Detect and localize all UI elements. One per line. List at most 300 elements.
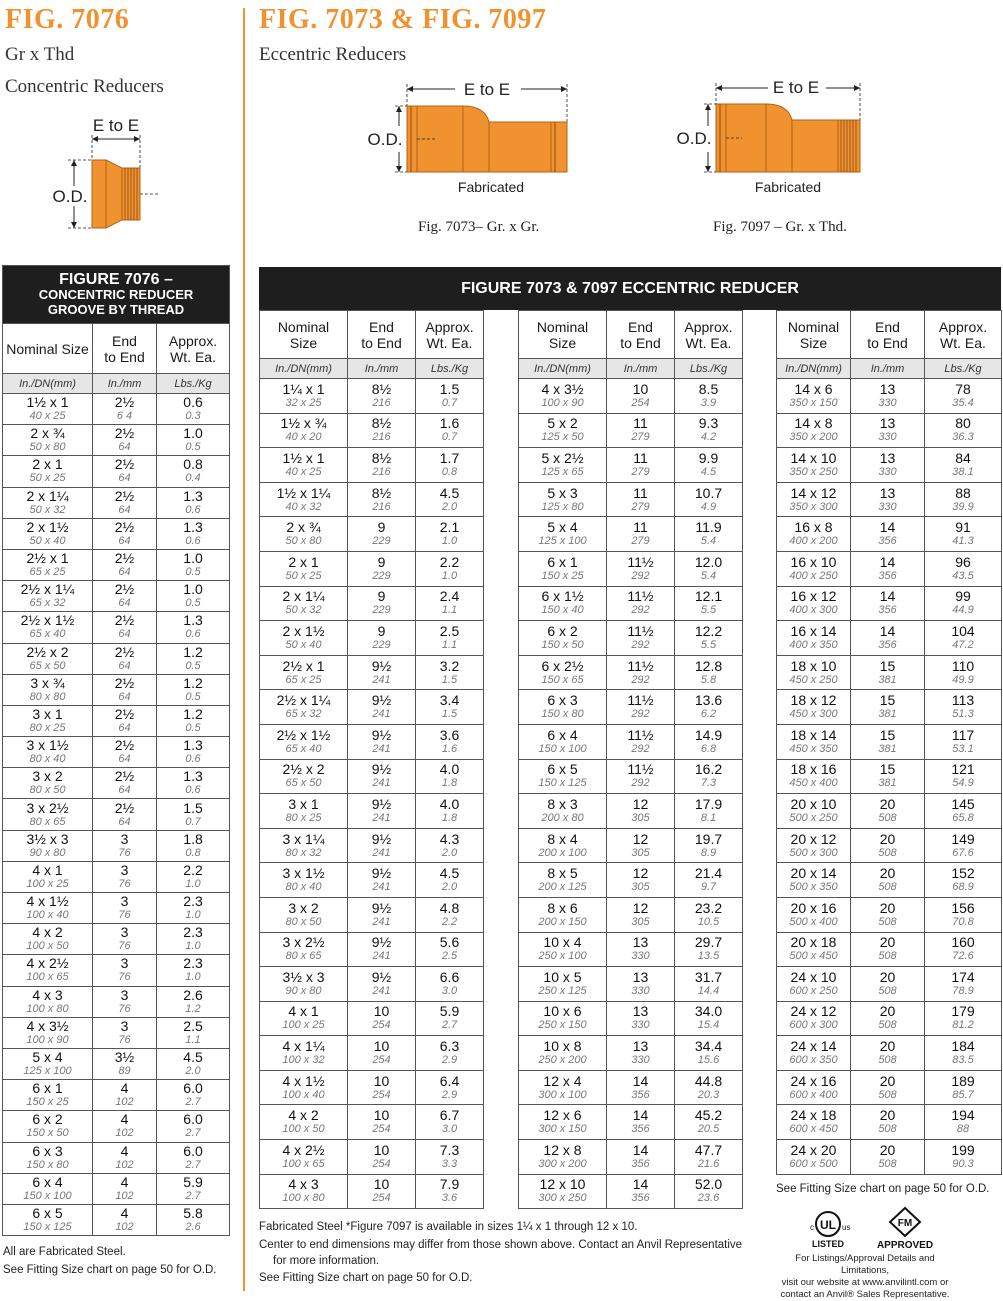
nominal-size-cell-metric: 450 x 250 [789,673,838,686]
end-to-end-cell [348,690,416,725]
weight-cell-metric: 2.7 [185,1127,201,1140]
end-to-end-cell-primary: 2½ [114,425,135,442]
nominal-size-cell [519,482,607,517]
nominal-size-cell [519,932,607,967]
right-note-fitting-chart: See Fitting Size chart on page 50 for O.D. [776,1183,990,1195]
table-row [519,551,743,586]
weight-cell [675,517,743,552]
nominal-size-cell-primary: 3 x 1 [32,705,63,722]
fm-mark: FM [897,1218,913,1229]
nominal-size-cell [777,1105,851,1140]
weight-cell-primary: 160 [951,934,975,951]
nominal-size-cell [260,863,348,898]
nominal-size-cell-metric: 200 x 100 [538,846,587,859]
table-row [3,674,230,705]
nominal-size-cell-metric: 80 x 50 [285,915,322,928]
weight-cell-metric: 2.7 [185,1189,201,1202]
weight-cell [416,897,484,932]
weight-cell [925,1140,1002,1175]
table-row [260,1036,484,1071]
end-to-end-cell-primary: 20 [879,795,896,812]
weight-cell-primary: 1.2 [183,674,203,691]
nominal-size-cell [260,517,348,552]
nominal-size-cell [260,1105,348,1140]
end-to-end-cell-primary: 8½ [371,484,392,501]
end-to-end-cell-metric: 64 [118,753,131,766]
weight-cell-metric: 0.5 [185,721,201,734]
nominal-size-cell-metric: 450 x 300 [789,708,838,721]
table-row [3,924,230,955]
weight-cell-metric: 1.1 [185,1033,201,1046]
end-to-end-cell-primary: 14 [632,1176,649,1193]
end-to-end-cell-primary: 10 [373,1072,390,1089]
end-to-end-cell-primary: 3½ [114,1049,135,1066]
end-to-end-cell-metric: 229 [372,535,391,548]
weight-cell-metric: 0.7 [185,815,201,828]
end-to-end-cell-primary: 20 [879,899,896,916]
weight-cell [675,1036,743,1071]
end-to-end-cell [851,759,925,794]
weight-cell [416,482,484,517]
end-to-end-cell [93,674,157,705]
end-to-end-cell [607,448,675,483]
table-row [260,724,484,759]
weight-cell-metric: 2.0 [441,500,458,513]
col-size-line-2: Size [799,334,828,351]
end-to-end-cell-metric: 6 4 [116,410,133,423]
weight-cell-metric: 0.6 [185,534,201,547]
end-to-end-cell-primary: 4 [120,1204,129,1221]
end-to-end-cell-primary: 4 [120,1173,129,1190]
weight-cell-metric: 5.5 [700,604,717,617]
nominal-size-cell [3,1080,93,1111]
end-to-end-cell [607,967,675,1002]
nominal-size-cell-metric: 250 x 125 [538,984,587,997]
table-row [3,394,230,425]
nominal-size-cell-primary: 2½ x 2 [282,761,325,778]
end-to-end-cell-primary: 4 [120,1080,129,1097]
table-row [519,967,743,1002]
nominal-size-cell-primary: 1½ x 1 [26,394,69,411]
table-row [777,1105,1002,1140]
table-row [3,1080,230,1111]
end-to-end-cell-metric: 241 [372,984,391,997]
nominal-size-cell-metric: 100 x 32 [282,1054,325,1067]
weight-cell-primary: 2.5 [183,1017,203,1034]
nominal-size-cell-metric: 150 x 25 [26,1096,69,1109]
weight-cell [675,897,743,932]
col-size-line-1: Nominal [787,318,840,335]
fig-7076-subtitle-type: Gr x Thd [5,44,75,65]
end-to-end-cell-metric: 330 [631,984,650,997]
weight-cell-metric: 54.9 [952,777,974,790]
unit-size: In./DN(mm) [260,359,348,379]
nominal-size-cell-primary: 18 x 14 [790,726,837,743]
nominal-size-cell-primary: 3 x 2½ [26,799,69,816]
weight-cell-metric: 0.5 [185,690,201,703]
weight-cell-primary: 3.2 [439,657,460,674]
weight-cell-metric: 23.6 [697,1192,720,1205]
end-to-end-cell [93,425,157,456]
nominal-size-cell-metric: 80 x 25 [29,721,66,734]
footnote-fitting-chart: See Fitting Size chart on page 50 for O.D. [259,1272,473,1284]
nominal-size-cell [3,394,93,425]
weight-cell-metric: 2.0 [441,881,458,894]
weight-cell [157,487,230,518]
table-row [260,1174,484,1209]
nominal-size-cell-primary: 4 x 2½ [26,955,69,972]
table-row [777,517,1002,552]
end-to-end-cell [348,1105,416,1140]
nominal-size-cell [3,674,93,705]
table-row [260,551,484,586]
nominal-size-cell-primary: 12 x 8 [543,1141,582,1158]
end-to-end-cell-primary: 9 [377,588,386,605]
end-to-end-cell [93,1173,157,1204]
table-row [3,1204,230,1235]
table-row [260,379,484,414]
weight-cell-primary: 44.8 [694,1072,723,1089]
nominal-size-cell-metric: 600 x 250 [789,984,838,997]
end-to-end-cell-primary: 12 [632,830,649,847]
nominal-size-cell-metric: 32 x 25 [285,396,322,409]
table-row [3,1173,230,1204]
nominal-size-cell [777,1001,851,1036]
nominal-size-cell [519,379,607,414]
end-to-end-cell-primary: 9½ [371,968,392,985]
end-to-end-cell [93,955,157,986]
end-to-end-cell-primary: 9 [377,553,386,570]
end-to-end-cell-primary: 9½ [371,657,392,674]
weight-cell-metric: 47.2 [952,638,974,651]
weight-cell [157,674,230,705]
weight-cell [675,794,743,829]
nominal-size-cell [3,955,93,986]
weight-cell [675,828,743,863]
weight-cell-metric: 49.9 [952,673,974,686]
end-to-end-cell-metric: 64 [118,566,131,579]
end-to-end-cell-primary: 3 [120,924,129,941]
end-to-end-cell-primary: 2½ [114,550,135,567]
nominal-size-cell [519,828,607,863]
col-nominal-size [777,311,851,359]
end-to-end-cell-metric: 279 [631,431,650,444]
end-to-end-cell-primary: 14 [632,1107,649,1124]
weight-cell-metric: 39.9 [952,500,974,513]
end-to-end-cell-metric: 254 [372,1088,391,1101]
table-row [260,517,484,552]
end-to-end-cell-metric: 292 [631,604,650,617]
weight-cell [416,863,484,898]
nominal-size-cell [777,724,851,759]
end-to-end-cell-metric: 64 [118,784,131,797]
end-to-end-cell-metric: 216 [372,500,391,513]
nominal-size-cell-metric: 150 x 50 [26,1127,69,1140]
end-to-end-cell [348,551,416,586]
weight-cell-metric: 9.7 [700,881,717,894]
end-to-end-cell-primary: 14 [879,588,896,605]
nominal-size-cell [3,1111,93,1142]
nominal-size-cell-primary: 16 x 8 [794,519,833,536]
end-to-end-cell [93,1048,157,1079]
nominal-size-cell-primary: 3 x 2 [288,899,319,916]
nominal-size-cell-metric: 150 x 40 [541,604,584,617]
weight-cell-primary: 12.8 [694,657,723,674]
nominal-size-cell-metric: 350 x 250 [789,465,838,478]
weight-cell-metric: 5.4 [700,535,717,548]
nominal-size-cell-primary: 6 x 5 [547,761,578,778]
end-to-end-cell-primary: 9 [377,622,386,639]
table-row [777,759,1002,794]
weight-cell-metric: 41.3 [952,535,974,548]
nominal-size-cell-primary: 20 x 18 [790,934,837,951]
nominal-size-cell [3,861,93,892]
end-to-end-cell-metric: 508 [878,950,897,963]
nominal-size-cell [519,759,607,794]
nominal-size-cell [777,863,851,898]
weight-cell-metric: 88 [956,1123,970,1136]
nominal-size-cell [519,413,607,448]
end-to-end-cell-primary: 13 [632,1003,649,1020]
table-row [260,413,484,448]
table-row [519,1140,743,1175]
end-to-end-cell-primary: 11 [633,484,648,501]
weight-cell-metric: 68.9 [952,881,974,894]
end-to-end-cell-metric: 330 [631,950,650,963]
weight-cell-metric: 6.2 [700,708,717,721]
weight-cell-primary: 2.2 [183,861,203,878]
left-note-fabricated: All are Fabricated Steel. [3,1246,126,1258]
nominal-size-cell [519,551,607,586]
weight-cell-metric: 83.5 [952,1054,974,1067]
nominal-size-cell [3,1204,93,1235]
nominal-size-cell-primary: 8 x 3 [547,795,578,812]
end-to-end-cell [93,643,157,674]
nominal-size-cell [519,448,607,483]
nominal-size-cell-metric: 80 x 50 [29,784,66,797]
col-end-to-end [851,311,925,359]
weight-cell [925,517,1002,552]
weight-cell-primary: 99 [955,588,971,605]
end-to-end-cell-metric: 241 [372,673,391,686]
nominal-size-cell [3,549,93,580]
nominal-size-cell [519,690,607,725]
unit-length: In./mm [851,359,925,379]
weight-cell [157,581,230,612]
end-to-end-cell-metric: 508 [878,1157,897,1170]
weight-cell-metric: 0.7 [441,431,458,444]
weight-cell [416,655,484,690]
nominal-size-cell-metric: 100 x 65 [26,971,69,984]
weight-cell [925,967,1002,1002]
fig-7076-subtitle-name: Concentric Reducers [5,76,164,97]
nominal-size-cell-metric: 300 x 150 [538,1123,587,1136]
nominal-size-cell-metric: 125 x 80 [541,500,584,513]
weight-cell-metric: 20.3 [697,1088,720,1101]
end-to-end-cell-metric: 330 [631,1054,650,1067]
nominal-size-cell-metric: 150 x 100 [538,742,587,755]
end-to-end-cell-metric: 76 [118,877,131,890]
weight-cell [157,394,230,425]
end-to-end-cell [851,655,925,690]
nominal-size-cell-primary: 2 x 1½ [282,622,325,639]
weight-cell [925,724,1002,759]
end-to-end-cell-metric: 330 [878,500,897,513]
title-line-3: GROOVE BY THREAD [47,302,185,317]
end-to-end-cell-metric: 64 [118,503,131,516]
table-row [777,379,1002,414]
end-to-end-cell [348,897,416,932]
end-to-end-cell-primary: 2½ [114,768,135,785]
end-to-end-cell [348,413,416,448]
nominal-size-cell-metric: 65 x 32 [285,708,322,721]
nominal-size-cell-metric: 350 x 150 [789,396,838,409]
weight-cell [675,967,743,1002]
weight-cell-metric: 43.5 [952,569,974,582]
end-to-end-cell [851,724,925,759]
weight-cell-primary: 149 [951,830,975,847]
col-size-line-1: Nominal [277,318,330,335]
end-to-end-cell-metric: 305 [631,811,650,824]
end-to-end-cell-primary: 11½ [627,657,654,674]
weight-cell-metric: 0.5 [185,566,201,579]
weight-cell-primary: 174 [951,968,975,985]
end-to-end-cell-metric: 508 [878,1054,897,1067]
title-line-2: CONCENTRIC REDUCER [38,287,194,302]
nominal-size-cell-primary: 4 x 2½ [282,1141,325,1158]
end-to-end-cell-metric: 381 [878,673,897,686]
weight-cell [416,932,484,967]
weight-cell [416,517,484,552]
end-to-end-cell-metric: 102 [115,1096,134,1109]
end-to-end-cell [348,828,416,863]
nominal-size-cell [3,768,93,799]
weight-cell [675,482,743,517]
weight-cell [157,549,230,580]
end-to-end-cell [607,621,675,656]
weight-cell-metric: 3.9 [700,396,717,409]
nominal-size-cell-primary: 24 x 10 [790,968,837,985]
col-end-to-end [348,311,416,359]
weight-cell-primary: 6.4 [439,1072,460,1089]
nominal-size-cell-primary: 4 x 2 [288,1107,319,1124]
weight-cell-metric: 1.0 [185,877,201,890]
nominal-size-cell [777,621,851,656]
col-wt-line-1: Approx. [684,318,733,335]
weight-cell [925,1105,1002,1140]
end-to-end-cell [93,456,157,487]
end-to-end-cell-primary: 10 [373,1141,390,1158]
nominal-size-cell-metric: 100 x 25 [282,1019,325,1032]
weight-cell-metric: 5.8 [700,673,717,686]
od-label: O.D. [676,129,712,148]
end-to-end-cell [93,986,157,1017]
end-to-end-cell [607,897,675,932]
nominal-size-cell-metric: 65 x 40 [285,742,322,755]
end-to-end-cell [607,1140,675,1175]
table-row [519,1001,743,1036]
od-label: O.D. [367,130,403,149]
end-to-end-cell [348,379,416,414]
footnote-center-to-end: Center to end dimensions may differ from those shown above. Contact an Anvil Representative [259,1239,743,1251]
end-to-end-cell-metric: 279 [631,535,650,548]
nominal-size-cell-metric: 100 x 65 [282,1157,325,1170]
weight-cell-primary: 29.7 [694,934,723,951]
end-to-end-cell [348,1140,416,1175]
table-row [777,1070,1002,1105]
end-to-end-cell-primary: 4 [120,1111,129,1128]
weight-cell-primary: 5.9 [439,1003,460,1020]
weight-cell-primary: 121 [951,761,975,778]
weight-cell-primary: 1.7 [439,449,460,466]
nominal-size-cell-primary: 2½ x 1¼ [276,692,331,709]
weight-cell [416,828,484,863]
nominal-size-cell [519,621,607,656]
weight-cell-metric: 13.5 [697,950,720,963]
weight-cell-primary: 12.0 [694,553,723,570]
nominal-size-cell [777,932,851,967]
e-to-e-label: E to E [463,80,511,99]
nominal-size-cell-metric: 50 x 40 [29,534,66,547]
table-row [3,986,230,1017]
nominal-size-cell-primary: 3 x 1 [288,795,319,812]
nominal-size-cell-primary: 12 x 6 [543,1107,582,1124]
nominal-size-cell [3,487,93,518]
table-row [3,1111,230,1142]
end-to-end-cell-primary: 9½ [371,761,392,778]
weight-cell-primary: 19.7 [694,830,723,847]
nominal-size-cell [519,794,607,829]
nominal-size-cell-metric: 65 x 32 [29,597,66,610]
end-to-end-cell [93,799,157,830]
end-to-end-cell-primary: 14 [879,553,896,570]
table-row [3,581,230,612]
end-to-end-cell-primary: 9½ [371,865,392,882]
nominal-size-cell-primary: 4 x 3½ [26,1017,69,1034]
fig-7076-title: FIG. 7076 [5,4,130,35]
nominal-size-cell-metric: 450 x 350 [789,742,838,755]
unit-weight: Lbs./Kg [925,359,1002,379]
weight-cell-metric: 1.0 [441,569,458,582]
weight-cell-primary: 11.9 [695,519,722,536]
weight-cell-metric: 7.3 [700,777,717,790]
end-to-end-cell [607,586,675,621]
table-row [777,897,1002,932]
col-wt-line-2: Wt. Ea. [940,334,986,351]
weight-cell-primary: 179 [951,1003,975,1020]
end-to-end-cell [348,655,416,690]
listing-details-text [770,1253,960,1301]
weight-cell [675,932,743,967]
nominal-size-cell-primary: 16 x 12 [790,588,837,605]
figure-7076-table-title [3,266,230,324]
end-to-end-cell [348,794,416,829]
weight-cell [675,1140,743,1175]
end-to-end-cell-metric: 279 [631,500,650,513]
nominal-size-cell-metric: 50 x 32 [285,604,322,617]
end-to-end-cell-primary: 12 [632,795,649,812]
weight-cell [925,448,1002,483]
end-to-end-cell-primary: 9½ [371,830,392,847]
end-to-end-cell-metric: 254 [372,1192,391,1205]
weight-cell-primary: 7.9 [439,1176,460,1193]
nominal-size-cell-primary: 2½ x 1 [282,657,325,674]
table-row [777,863,1002,898]
nominal-size-cell [260,932,348,967]
end-to-end-cell-primary: 11½ [627,553,654,570]
end-to-end-cell-metric: 64 [118,690,131,703]
end-to-end-cell [851,621,925,656]
